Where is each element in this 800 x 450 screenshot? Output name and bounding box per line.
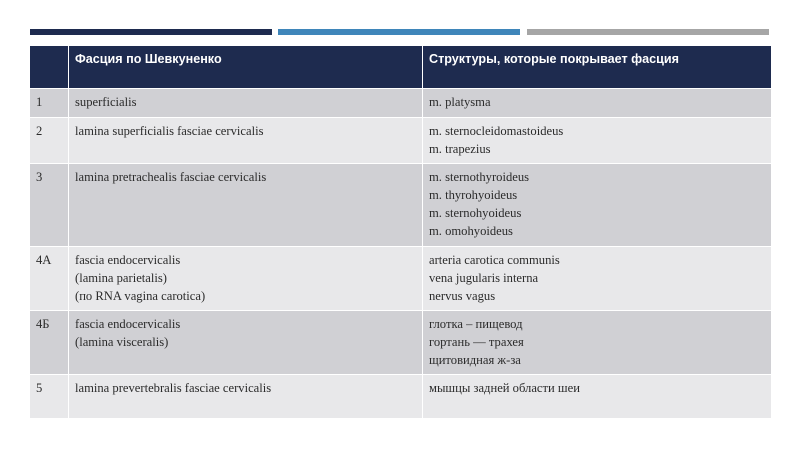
- structure-line: m. omohyoideus: [429, 224, 513, 238]
- decor-bar-gray: [527, 29, 769, 35]
- fascia-line: superficialis: [75, 95, 137, 109]
- table-row: [30, 247, 772, 311]
- structure-line: arteria carotica communis: [429, 253, 560, 267]
- table-header-row: [30, 46, 772, 89]
- structures-cell: [423, 247, 772, 311]
- fascia-line: fascia endocervicalis: [75, 317, 181, 331]
- structure-line: nervus vagus: [429, 289, 496, 303]
- structures-cell: [423, 89, 772, 118]
- fascia-cell: [69, 375, 423, 419]
- fascia-line: lamina pretrachealis fasciae cervicalis: [75, 170, 267, 184]
- header-structures: Структуры, которые покрывает фасция: [423, 46, 772, 89]
- header-fascia: Фасция по Шевкуненко: [69, 46, 423, 89]
- structure-line: m. platysma: [429, 95, 491, 109]
- structure-line: m. sternothyroideus: [429, 170, 530, 184]
- structure-line: мышцы задней области шеи: [429, 381, 580, 395]
- fascia-cell: [69, 311, 423, 375]
- structure-line: m. thyrohyoideus: [429, 188, 518, 202]
- table-row: [30, 375, 772, 419]
- table-row: [30, 118, 772, 164]
- structures-cell: [423, 164, 772, 247]
- structures-cell: [423, 118, 772, 164]
- decor-bar-blue: [278, 29, 520, 35]
- row-number: 4A: [30, 247, 69, 311]
- table-row: [30, 164, 772, 247]
- fascia-table: [29, 45, 772, 419]
- table-row: [30, 311, 772, 375]
- structures-cell: [423, 311, 772, 375]
- fascia-cell: [69, 118, 423, 164]
- row-number: 2: [30, 118, 69, 164]
- fascia-line: (по RNA vagina carotica): [75, 289, 206, 303]
- structures-cell: [423, 375, 772, 419]
- table-row: [30, 89, 772, 118]
- fascia-cell: [69, 164, 423, 247]
- row-number: 5: [30, 375, 69, 419]
- structure-line: гортань — трахея: [429, 335, 524, 349]
- row-number: 4Б: [30, 311, 69, 375]
- fascia-cell: [69, 247, 423, 311]
- fascia-line: (lamina visceralis): [75, 335, 169, 349]
- row-number: 1: [30, 89, 69, 118]
- fascia-line: (lamina parietalis): [75, 271, 167, 285]
- structure-line: m. trapezius: [429, 142, 491, 156]
- structure-line: vena jugularis interna: [429, 271, 539, 285]
- decor-bar-navy: [30, 29, 272, 35]
- fascia-line: lamina superficialis fasciae cervicalis: [75, 124, 264, 138]
- structure-line: m. sternocleidomastoideus: [429, 124, 564, 138]
- structure-line: m. sternohyoideus: [429, 206, 522, 220]
- fascia-line: lamina prevertebralis fasciae cervicalis: [75, 381, 272, 395]
- structure-line: щитовидная ж-за: [429, 353, 521, 367]
- structure-line: глотка – пищевод: [429, 317, 523, 331]
- fascia-line: fascia endocervicalis: [75, 253, 181, 267]
- row-number: 3: [30, 164, 69, 247]
- fascia-cell: [69, 89, 423, 118]
- header-number: [30, 46, 69, 89]
